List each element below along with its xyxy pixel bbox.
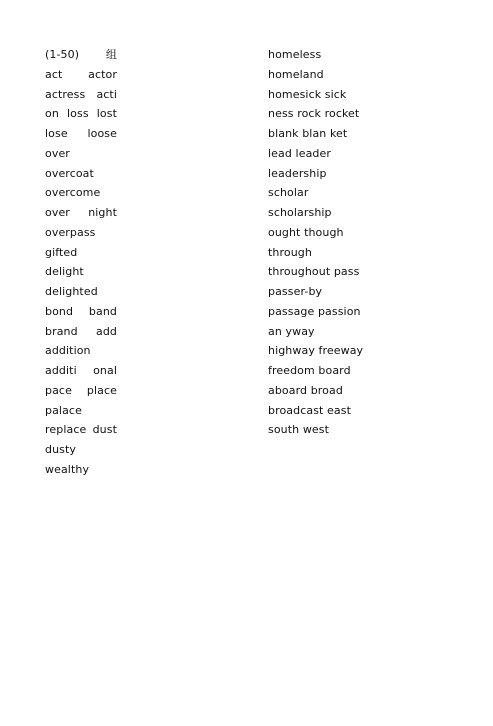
left-column-line: delighted bbox=[45, 285, 98, 298]
left-column-line: overpass bbox=[45, 225, 96, 239]
right-column-line: homeless bbox=[268, 48, 322, 61]
right-column-line: passer-by bbox=[268, 285, 323, 298]
left-column-line: actress acti bbox=[45, 87, 117, 101]
left-word-column bbox=[45, 45, 117, 480]
left-column-line: pace place bbox=[45, 383, 117, 397]
right-column-line: throughout pass bbox=[268, 265, 360, 279]
right-column-line: leadership bbox=[268, 166, 327, 180]
left-column-line: act actor bbox=[45, 67, 117, 81]
left-column-line: palace bbox=[45, 403, 82, 417]
right-column-line: highway freeway bbox=[268, 344, 364, 358]
right-column-line: scholar bbox=[268, 186, 309, 200]
left-column-line: wealthy bbox=[45, 462, 90, 476]
right-column-line: freedom board bbox=[268, 364, 351, 377]
left-column-line: (1-50) 组 bbox=[45, 48, 117, 61]
left-column-line: on loss lost bbox=[45, 107, 117, 121]
right-column-line: blank blan ket bbox=[268, 127, 348, 140]
right-column-line: homeland bbox=[268, 67, 324, 81]
left-column-line: delight bbox=[45, 265, 84, 279]
left-column-line: lose loose bbox=[45, 127, 117, 140]
right-column-line: an yway bbox=[268, 324, 315, 338]
right-column-line: ought though bbox=[268, 225, 344, 239]
right-column-line: scholarship bbox=[268, 206, 332, 219]
left-column-line: addition bbox=[45, 344, 91, 358]
left-column-line: gifted bbox=[45, 245, 78, 259]
right-column-line: lead leader bbox=[268, 146, 331, 160]
right-word-column bbox=[268, 45, 368, 440]
left-column-line: over night bbox=[45, 206, 117, 219]
left-column-line: overcoat bbox=[45, 166, 94, 180]
left-column-line: replace dust bbox=[45, 423, 117, 437]
right-column-line: through bbox=[268, 245, 312, 259]
left-column-line: bond band bbox=[45, 304, 117, 318]
right-column-line: aboard broad bbox=[268, 383, 343, 397]
left-column-line: over bbox=[45, 146, 70, 160]
right-column-line: homesick sick bbox=[268, 87, 347, 101]
left-column-line: brand add bbox=[45, 324, 117, 338]
right-column-line: broadcast east bbox=[268, 403, 351, 417]
right-column-line: ness rock rocket bbox=[268, 107, 360, 121]
left-column-line: additi onal bbox=[45, 364, 117, 377]
right-column-line: passage passion bbox=[268, 304, 361, 318]
left-column-line: overcome bbox=[45, 186, 101, 200]
right-column-line: south west bbox=[268, 423, 330, 437]
left-column-line: dusty bbox=[45, 443, 77, 456]
